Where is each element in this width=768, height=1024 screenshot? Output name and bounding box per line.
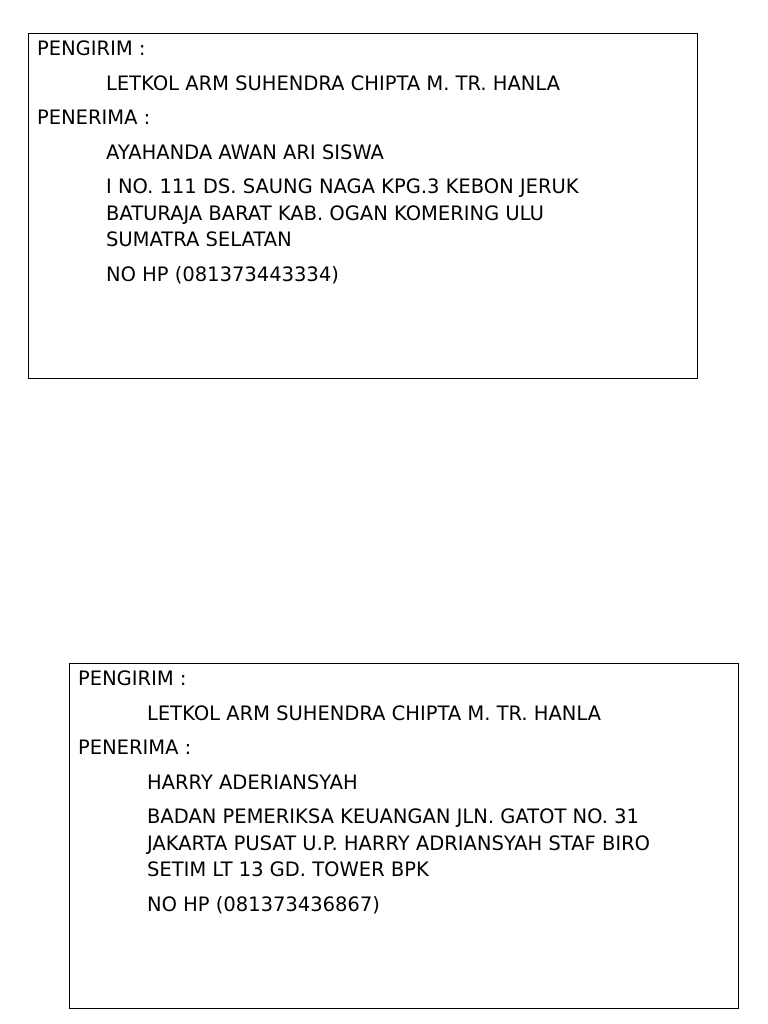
shipping-label-1 <box>28 33 698 379</box>
sender-name: LETKOL ARM SUHENDRA CHIPTA M. TR. HANLA <box>147 702 602 725</box>
sender-heading: PENGIRIM : <box>78 667 187 690</box>
address-line: SETIM LT 13 GD. TOWER BPK <box>147 858 429 881</box>
recipient-address <box>147 804 650 884</box>
recipient-name: HARRY ADERIANSYAH <box>147 771 358 794</box>
sender-name: LETKOL ARM SUHENDRA CHIPTA M. TR. HANLA <box>106 72 561 95</box>
address-line: BADAN PEMERIKSA KEUANGAN JLN. GATOT NO. 31 <box>147 805 639 828</box>
sender-heading: PENGIRIM : <box>37 37 146 60</box>
recipient-phone: NO HP (081373443334) <box>106 263 339 286</box>
recipient-name: AYAHANDA AWAN ARI SISWA <box>106 141 384 164</box>
shipping-label-2 <box>69 663 739 1009</box>
address-line: I NO. 111 DS. SAUNG NAGA KPG.3 KEBON JERUK <box>106 175 579 198</box>
address-line: BATURAJA BARAT KAB. OGAN KOMERING ULU <box>106 201 544 225</box>
address-line: SUMATRA SELATAN <box>106 228 292 251</box>
recipient-heading: PENERIMA : <box>78 736 192 759</box>
recipient-heading: PENERIMA : <box>37 106 151 129</box>
address-line: JAKARTA PUSAT U.P. HARRY ADRIANSYAH STAF BIRO <box>147 831 650 855</box>
recipient-phone: NO HP (081373436867) <box>147 893 380 916</box>
recipient-address <box>106 174 579 254</box>
